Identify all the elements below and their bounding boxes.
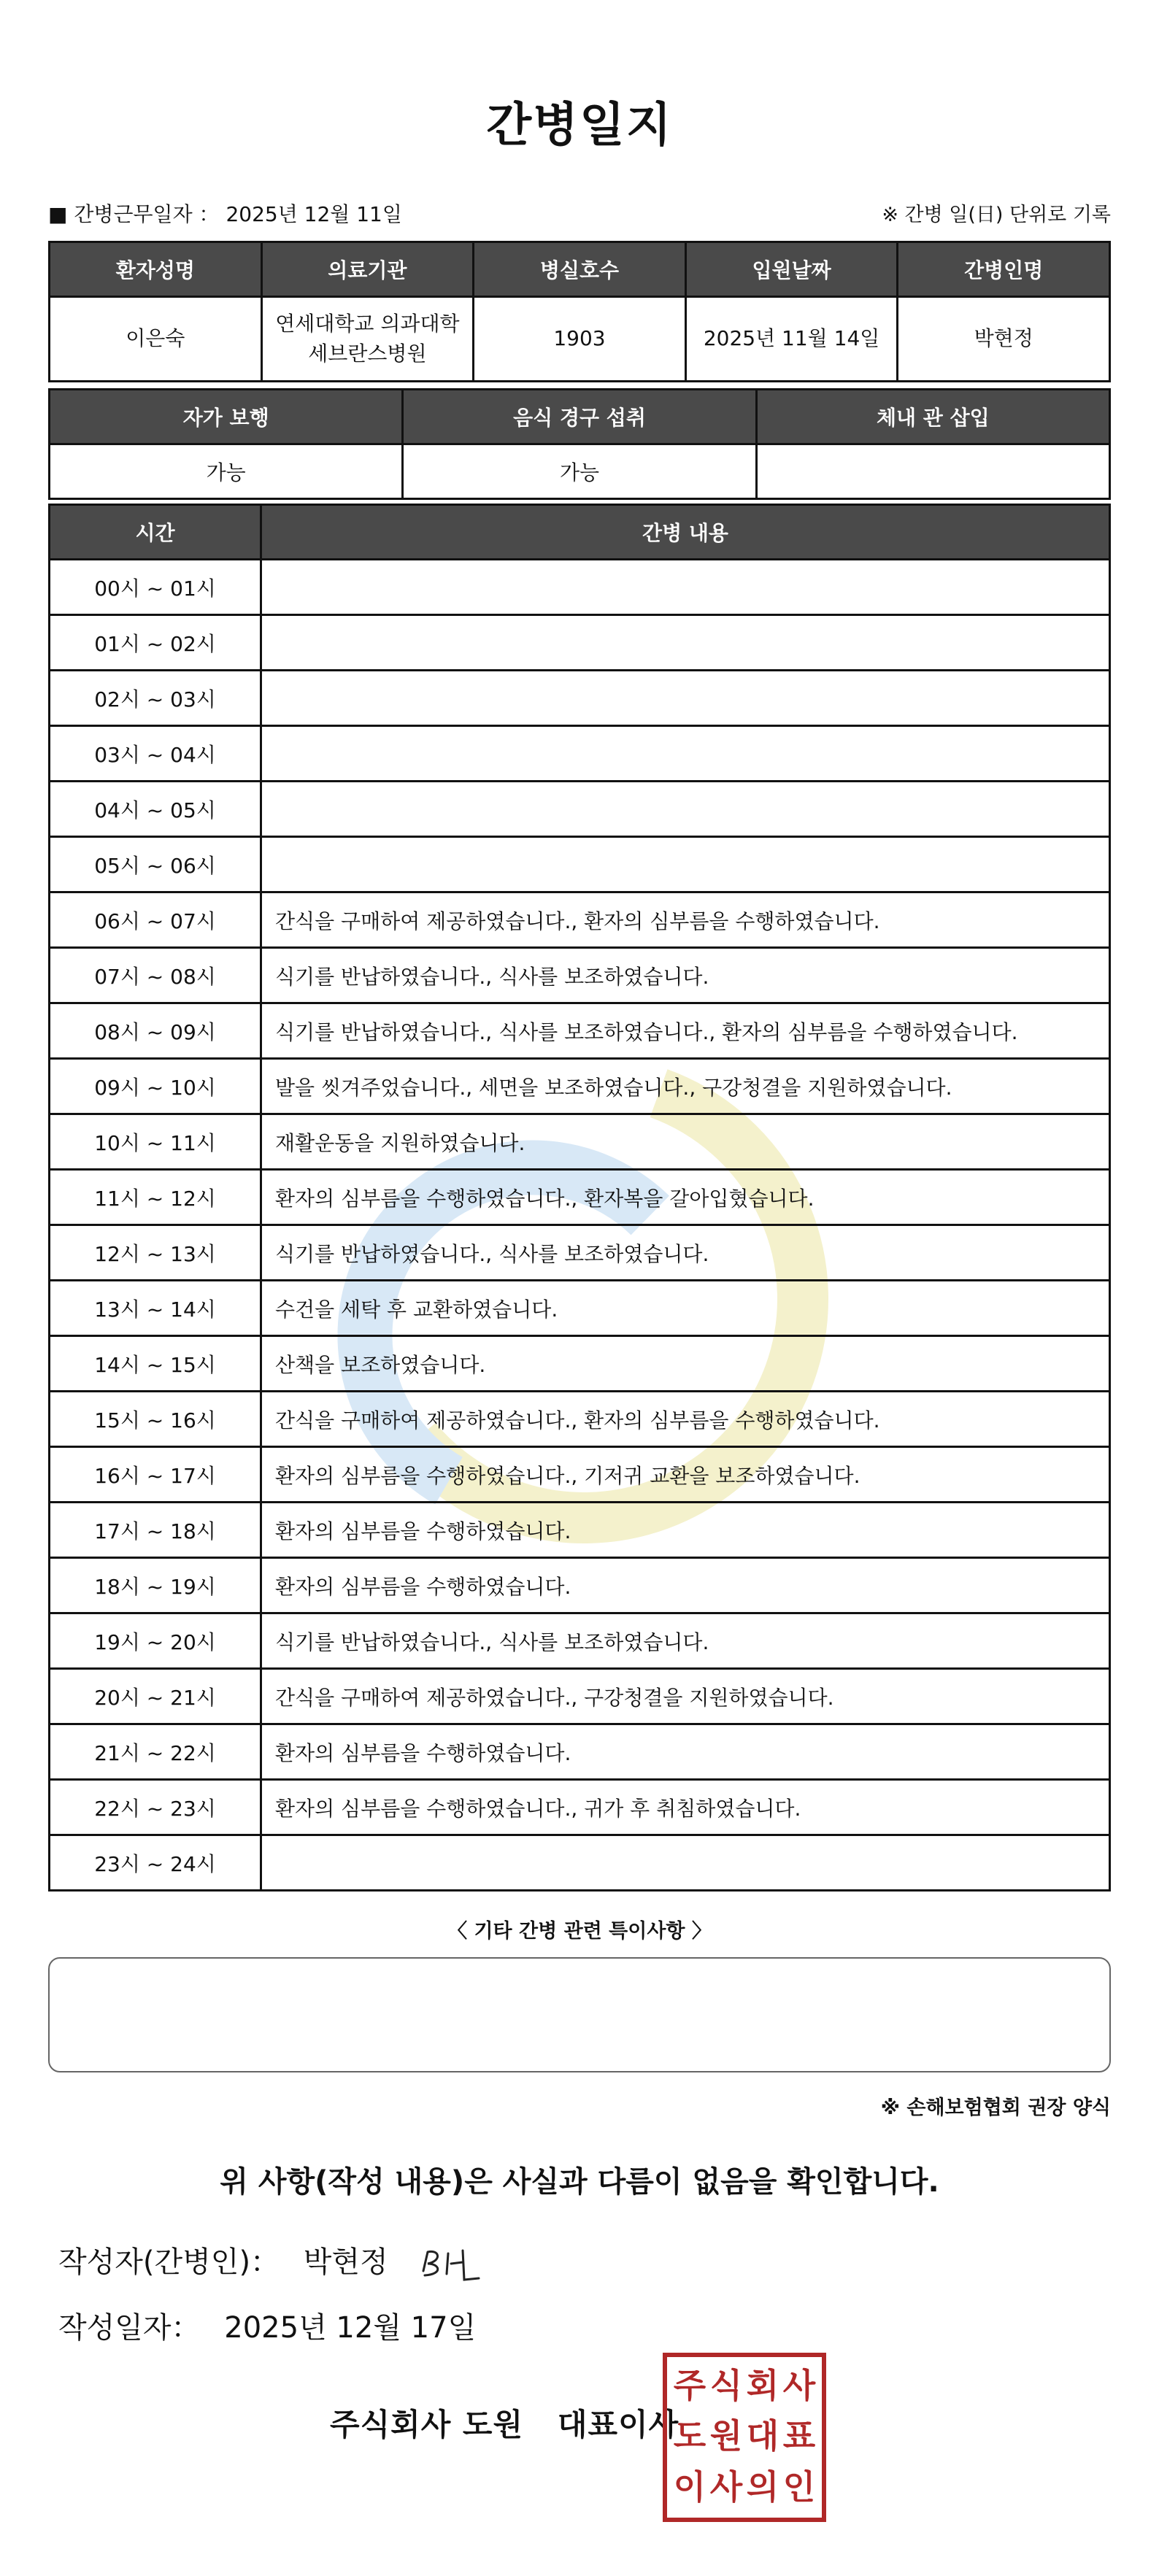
writer-name: 박현정 <box>303 2245 388 2279</box>
hospital-line1: 연세대학교 의과대학 <box>275 311 460 336</box>
log-time: 03시 ~ 04시 <box>50 726 261 782</box>
log-content <box>261 726 1110 782</box>
log-time: 01시 ~ 02시 <box>50 615 261 671</box>
work-date: ■ 간병근무일자 ： 2025년 12월 11일 <box>48 202 402 226</box>
seal-glyph: 인 <box>782 2467 816 2507</box>
seal-glyph: 대 <box>746 2416 779 2456</box>
log-row <box>50 1613 1110 1669</box>
log-time: 04시 ~ 05시 <box>50 782 261 837</box>
log-row <box>50 1835 1110 1891</box>
log-content: 간식을 구매하여 제공하였습니다., 환자의 심부름을 수행하였습니다. <box>261 892 1110 948</box>
log-content: 환자의 심부름을 수행하였습니다., 귀가 후 취침하였습니다. <box>261 1780 1110 1835</box>
log-time: 06시 ~ 07시 <box>50 892 261 948</box>
seal-glyph: 표 <box>782 2416 816 2456</box>
header-admission-date: 입원날짜 <box>685 242 898 297</box>
log-time: 08시 ~ 09시 <box>50 1003 261 1059</box>
log-row <box>50 1503 1110 1558</box>
log-content: 발을 씻겨주었습니다., 세면을 보조하였습니다., 구강청결을 지원하였습니다. <box>261 1059 1110 1114</box>
patient-info-table <box>48 241 1111 382</box>
log-content <box>261 1835 1110 1891</box>
log-row <box>50 1447 1110 1503</box>
header-room: 병실호수 <box>474 242 686 297</box>
log-row <box>50 1336 1110 1392</box>
log-row <box>50 1059 1110 1114</box>
other-notes-box <box>48 1957 1111 2072</box>
seal-glyph: 회 <box>746 2366 779 2405</box>
seal-glyph: 이 <box>673 2467 706 2507</box>
log-time: 00시 ~ 01시 <box>50 560 261 615</box>
header-time: 시간 <box>50 505 261 560</box>
log-time: 20시 ~ 21시 <box>50 1669 261 1724</box>
log-content: 식기를 반납하였습니다., 식사를 보조하였습니다. <box>261 948 1110 1003</box>
handwritten-signature <box>417 2242 483 2286</box>
log-time: 16시 ~ 17시 <box>50 1447 261 1503</box>
log-content: 산책을 보조하였습니다. <box>261 1336 1110 1392</box>
written-date: 2025년 12월 17일 <box>224 2311 477 2345</box>
log-row <box>50 1170 1110 1225</box>
walking-value: 가능 <box>50 444 403 499</box>
header-care-content: 간병 내용 <box>261 505 1110 560</box>
log-content <box>261 782 1110 837</box>
care-log-table <box>48 504 1111 1891</box>
log-content <box>261 671 1110 726</box>
log-content <box>261 560 1110 615</box>
confirmation-statement: 위 사항(작성 내용)은 사실과 다름이 없음을 확인합니다. <box>220 2165 939 2199</box>
log-row <box>50 948 1110 1003</box>
log-row <box>50 1724 1110 1780</box>
log-content: 간식을 구매하여 제공하였습니다., 구강청결을 지원하였습니다. <box>261 1669 1110 1724</box>
log-time: 09시 ~ 10시 <box>50 1059 261 1114</box>
log-row <box>50 1003 1110 1059</box>
log-time: 05시 ~ 06시 <box>50 837 261 892</box>
log-time: 17시 ~ 18시 <box>50 1503 261 1558</box>
log-row <box>50 1114 1110 1170</box>
log-time: 13시 ~ 14시 <box>50 1281 261 1336</box>
seal-glyph: 원 <box>709 2416 743 2456</box>
patient-name: 이은숙 <box>50 297 262 382</box>
log-row <box>50 1392 1110 1447</box>
log-time: 21시 ~ 22시 <box>50 1724 261 1780</box>
log-content: 환자의 심부름을 수행하였습니다., 기저귀 교환을 보조하였습니다. <box>261 1447 1110 1503</box>
log-row <box>50 892 1110 948</box>
log-time: 22시 ~ 23시 <box>50 1780 261 1835</box>
log-row <box>50 560 1110 615</box>
log-row <box>50 615 1110 671</box>
caregiver-name: 박현정 <box>898 297 1110 382</box>
log-time: 07시 ~ 08시 <box>50 948 261 1003</box>
log-content: 식기를 반납하였습니다., 식사를 보조하였습니다., 환자의 심부름을 수행하였습니다. <box>261 1003 1110 1059</box>
log-content: 식기를 반납하였습니다., 식사를 보조하였습니다. <box>261 1225 1110 1281</box>
writer-label: 작성자(간병인)： <box>58 2245 280 2279</box>
header-caregiver: 간병인명 <box>898 242 1110 297</box>
header-hospital: 의료기관 <box>261 242 474 297</box>
other-notes-label: 〈 기타 간병 관련 특이사항 〉 <box>447 1920 712 1943</box>
log-time: 15시 ~ 16시 <box>50 1392 261 1447</box>
seal-glyph: 주 <box>673 2366 706 2405</box>
log-content <box>261 615 1110 671</box>
seal-glyph: 식 <box>709 2366 743 2405</box>
log-row <box>50 671 1110 726</box>
log-time: 19시 ~ 20시 <box>50 1613 261 1669</box>
page-title: 간병일지 <box>486 99 673 153</box>
log-content: 수건을 세탁 후 교환하였습니다. <box>261 1281 1110 1336</box>
log-row <box>50 1281 1110 1336</box>
log-time: 18시 ~ 19시 <box>50 1558 261 1613</box>
log-row <box>50 1780 1110 1835</box>
log-content: 환자의 심부름을 수행하였습니다. <box>261 1724 1110 1780</box>
log-time: 12시 ~ 13시 <box>50 1225 261 1281</box>
oral-intake-value: 가능 <box>403 444 756 499</box>
log-row <box>50 782 1110 837</box>
company-name: 주식회사 도원 대표이사 <box>330 2407 679 2442</box>
header-oral-intake: 음식 경구 섭취 <box>403 390 756 444</box>
hospital-line2: 세브란스병원 <box>308 341 427 366</box>
company-seal <box>663 2353 826 2522</box>
seal-glyph: 의 <box>746 2467 779 2507</box>
log-time: 14시 ~ 15시 <box>50 1336 261 1392</box>
log-content: 환자의 심부름을 수행하였습니다. <box>261 1503 1110 1558</box>
log-row <box>50 837 1110 892</box>
header-walking: 자가 보행 <box>50 390 403 444</box>
recommendation-note: ※ 손해보험협회 권장 양식 <box>880 2097 1111 2119</box>
seal-glyph: 사 <box>709 2467 743 2507</box>
log-time: 11시 ~ 12시 <box>50 1170 261 1225</box>
writer-line <box>58 2239 388 2280</box>
seal-glyph: 도 <box>673 2416 706 2456</box>
ability-table <box>48 388 1111 500</box>
header-patient-name: 환자성명 <box>50 242 262 297</box>
written-date-label: 작성일자： <box>58 2311 201 2345</box>
log-content: 간식을 구매하여 제공하였습니다., 환자의 심부름을 수행하였습니다. <box>261 1392 1110 1447</box>
record-note: ※ 간병 일(日) 단위로 기록 <box>882 204 1111 226</box>
log-row <box>50 1558 1110 1613</box>
log-content: 환자의 심부름을 수행하였습니다. <box>261 1558 1110 1613</box>
room-number: 1903 <box>474 297 686 382</box>
log-row <box>50 1225 1110 1281</box>
tube-value <box>756 444 1109 499</box>
log-content: 재활운동을 지원하였습니다. <box>261 1114 1110 1170</box>
log-row <box>50 1669 1110 1724</box>
admission-date: 2025년 11월 14일 <box>685 297 898 382</box>
hospital <box>261 297 474 382</box>
log-content <box>261 837 1110 892</box>
seal-glyph: 사 <box>782 2366 816 2405</box>
written-date-line <box>58 2305 476 2346</box>
header-tube: 체내 관 삽입 <box>756 390 1109 444</box>
log-row <box>50 726 1110 782</box>
log-content: 식기를 반납하였습니다., 식사를 보조하였습니다. <box>261 1613 1110 1669</box>
log-time: 23시 ~ 24시 <box>50 1835 261 1891</box>
log-time: 10시 ~ 11시 <box>50 1114 261 1170</box>
log-content: 환자의 심부름을 수행하였습니다., 환자복을 갈아입혔습니다. <box>261 1170 1110 1225</box>
log-time: 02시 ~ 03시 <box>50 671 261 726</box>
